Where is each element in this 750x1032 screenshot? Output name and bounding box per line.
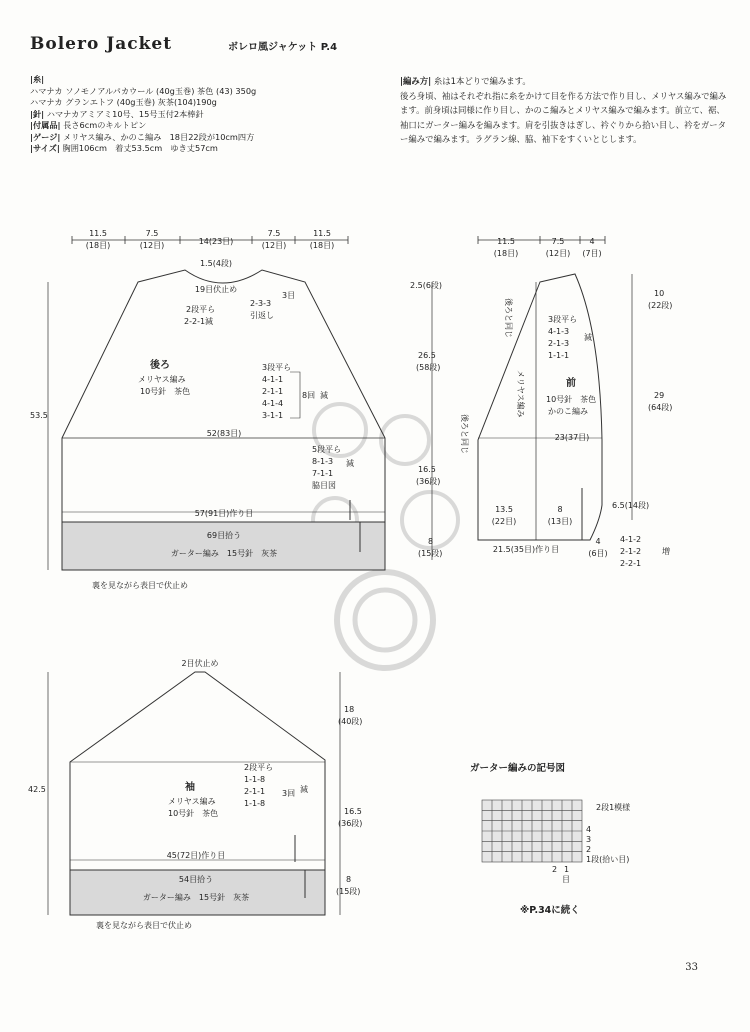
sleeve-dec-word: 減: [300, 785, 308, 794]
front-bottom-r: 8: [557, 505, 563, 514]
front-garter-rows: (15段): [418, 549, 443, 558]
back-raglan: 4-1-4: [262, 399, 284, 408]
front-shoulder: 2.5(6段): [410, 281, 443, 290]
sleeve-upper: 18: [344, 705, 355, 714]
front-side-h: 16.5: [418, 465, 436, 474]
back-dim-st: (12目): [261, 241, 287, 250]
spec-label: |サイズ|: [30, 143, 60, 153]
instructions-lead: 糸は1本どりで編みます。: [433, 76, 531, 86]
front-edge-dec: 2-2-1: [620, 559, 642, 568]
front-neck: 4-1-3: [548, 327, 570, 336]
sleeve-low: 8: [346, 875, 352, 884]
back-pickup: 69目拾う: [206, 531, 242, 540]
front-dim-st: (7目): [582, 249, 602, 258]
page-number: 33: [685, 962, 698, 973]
back-dim-cm: 11.5: [89, 229, 107, 238]
sleeve-mid-rows: (36段): [338, 819, 363, 828]
chart-col-num: 1: [564, 865, 570, 874]
back-bindoff: 19目伏止め: [194, 285, 238, 294]
front-bottom-r-st: (13目): [547, 517, 573, 526]
back-raglan: 2-1-1: [262, 387, 284, 396]
spec-value: 長さ6cmのキルトピン: [63, 120, 147, 130]
chart-title: ガーター編みの記号図: [470, 763, 566, 774]
sleeve-cast-on: 45(72目)作り目: [166, 851, 226, 860]
sleeve-low-rows: (15段): [336, 887, 361, 896]
front-raglan-h: 26.5: [418, 351, 436, 360]
front-right-mid-rows: (64段): [648, 403, 673, 412]
front-side-join: 後ろと同じ: [460, 414, 469, 454]
sleeve-name: 袖: [185, 782, 195, 793]
front-neck: 2-1-3: [548, 339, 570, 348]
sleeve-mid: 16.5: [344, 807, 362, 816]
front-cast-on: 21.5(35目)作り目: [492, 545, 560, 554]
back-side: 5段平ら: [312, 445, 342, 454]
chart-row-num: 3: [586, 835, 592, 844]
spec-value: メリヤス編み、かのこ編み 18目22段が10cm四方: [63, 131, 255, 142]
back-width: 52(83目): [206, 429, 242, 438]
front-right-mid: 29: [654, 391, 665, 400]
front-side-rows: (36段): [416, 477, 441, 486]
front-bottom-l: 13.5: [495, 505, 513, 514]
pattern-subtitle: ボレロ風ジャケット P.4: [228, 42, 338, 53]
front-right-top-rows: (22段): [648, 301, 673, 310]
front-raglan-rows: (58段): [416, 363, 441, 372]
back-side: 7-1-1: [312, 469, 334, 478]
front-dim-cm: 4: [589, 237, 595, 246]
sleeve-top: 2目伏止め: [181, 659, 219, 668]
front-dim-cm: 7.5: [551, 237, 565, 246]
back-neck-dec: 2段平ら: [186, 305, 216, 314]
back-dim-st: (18目): [85, 241, 111, 250]
sleeve-dec: 2段平ら: [244, 763, 274, 772]
sleeve-stitch: メリヤス編み: [168, 797, 216, 806]
front-neck: 3段平ら: [548, 315, 578, 324]
sleeve-pickup: 54目拾う: [178, 875, 214, 884]
back-dim-st: (12目): [139, 241, 165, 250]
back-dim-cm: 14(23目): [198, 237, 234, 246]
spec-value: ハマナカ ソノモノアルパカウール (40g玉巻) 茶色 (43) 350g: [30, 85, 257, 96]
back-side: 脇目図: [312, 481, 336, 490]
back-name: 後ろ: [150, 360, 170, 371]
front-bottom-l-st: (22目): [491, 517, 517, 526]
sleeve-bind-note: 裏を見ながら表目で伏止め: [96, 921, 192, 930]
sleeve-dec: 1-1-8: [244, 775, 266, 784]
chart-row-num: 2: [586, 845, 592, 854]
front-dim-st: (18目): [493, 249, 519, 258]
back-neck-depth: 1.5(4段): [199, 259, 233, 268]
chart-row-num: 1段(拾い目): [586, 855, 630, 864]
back-needle: 10号針 茶色: [140, 387, 191, 396]
back-height: 53.5: [30, 411, 48, 420]
back-bind-note: 裏を見ながら表目で伏止め: [92, 581, 188, 590]
spec-value: ハマナカアミアミ10号、15号玉付2本棒針: [46, 108, 204, 119]
spec-label: |ゲージ|: [30, 131, 61, 142]
sleeve-upper-rows: (40段): [338, 717, 363, 726]
front-right-low: 6.5(14段): [612, 501, 650, 510]
front-back-join: 後ろと同じ: [504, 298, 513, 338]
front-labels: [410, 237, 672, 568]
back-raglan: 3段平ら: [262, 363, 292, 372]
back-raglan-dec: 減: [320, 391, 328, 400]
pattern-title: Bolero Jacket: [30, 34, 173, 54]
chart-row-num: 4: [586, 825, 592, 834]
back-dim-st: (18目): [309, 241, 335, 250]
sleeve-dec-times: 3回: [282, 789, 296, 798]
back-dim-cm: 7.5: [145, 229, 159, 238]
back-side: 8-1-3: [312, 457, 334, 466]
back-neck-dec: 2-2-1減: [184, 317, 214, 326]
front-right-top: 10: [654, 289, 665, 298]
sleeve-needle: 10号針 茶色: [168, 809, 219, 818]
sleeve-dec: 1-1-8: [244, 799, 266, 808]
back-three-st: 3目: [282, 291, 296, 300]
back-raglan: 3-1-1: [262, 411, 284, 420]
back-raglan: 4-1-1: [262, 375, 284, 384]
back-side-dec: 減: [346, 459, 354, 468]
chart-col-word: 目: [562, 875, 570, 884]
front-dim-st: (12目): [545, 249, 571, 258]
front-garter-h: 8: [428, 537, 434, 546]
front-edge-w: 4: [595, 537, 601, 546]
garter-stitch-chart: [482, 800, 582, 862]
front-dim-cm: 11.5: [497, 237, 515, 246]
instructions-body: 後ろ身頃、袖はそれぞれ指に糸をかけて目を作る方法で作り目し、メリヤス編みで編みます。前身頃は同様に作り目し、かのこ編みとメリヤス編みで編みます。前立て、裾、袖口にガーター編みを編みます。肩を引抜きはぎし、衿ぐりから拾い目し、衿をガーター編みで編みます。ラグラン線、脇、袖下をすくいとじします。: [400, 90, 727, 144]
back-dim-cm: 11.5: [313, 229, 331, 238]
continued-note: ※P.34に続く: [520, 905, 580, 916]
front-width: 23(37目): [554, 433, 590, 442]
back-neck-dec: 2-3-3: [250, 299, 272, 308]
back-raglan-times: 8回: [302, 391, 316, 400]
front-neck-dec: 減: [584, 333, 592, 342]
front-edge-dec: 4-1-2: [620, 535, 642, 544]
chart-rows-label: 2段1模様: [596, 803, 631, 812]
front-name: 前: [566, 378, 576, 389]
front-edge-st: (6目): [588, 549, 608, 558]
chart-col-num: 2: [552, 865, 558, 874]
instructions-label: |編み方|: [400, 76, 432, 86]
spec-label: |糸|: [30, 74, 45, 84]
front-edge-dec: 2-1-2: [620, 547, 642, 556]
spec-value: 胸囲106cm 着丈53.5cm ゆき丈57cm: [62, 143, 218, 153]
back-stitch: メリヤス編み: [138, 375, 186, 384]
back-garter: ガーター編み 15号針 灰茶: [170, 549, 278, 558]
back-dim-cm: 7.5: [267, 229, 281, 238]
front-needle: 10号針 茶色: [546, 395, 597, 404]
spec-label: |付属品|: [30, 120, 61, 130]
spec-value: ハマナカ グランエトフ (40g玉巻) 灰茶(104)190g: [30, 97, 217, 107]
front-meriyasu: メリヤス編み: [516, 370, 525, 418]
back-neck-dec: 引返し: [250, 311, 274, 320]
front-edge-word: 増: [662, 547, 670, 556]
front-neck: 1-1-1: [548, 351, 570, 360]
front-stitch: かのこ編み: [548, 407, 588, 416]
front-panel: [432, 236, 632, 560]
sleeve-garter: ガーター編み 15号針 灰茶: [142, 893, 250, 902]
spec-label: |針|: [30, 108, 45, 119]
back-cast-on: 57(91目)作り目: [194, 509, 254, 518]
sleeve-dec: 2-1-1: [244, 787, 266, 796]
sleeve-height: 42.5: [28, 785, 46, 794]
